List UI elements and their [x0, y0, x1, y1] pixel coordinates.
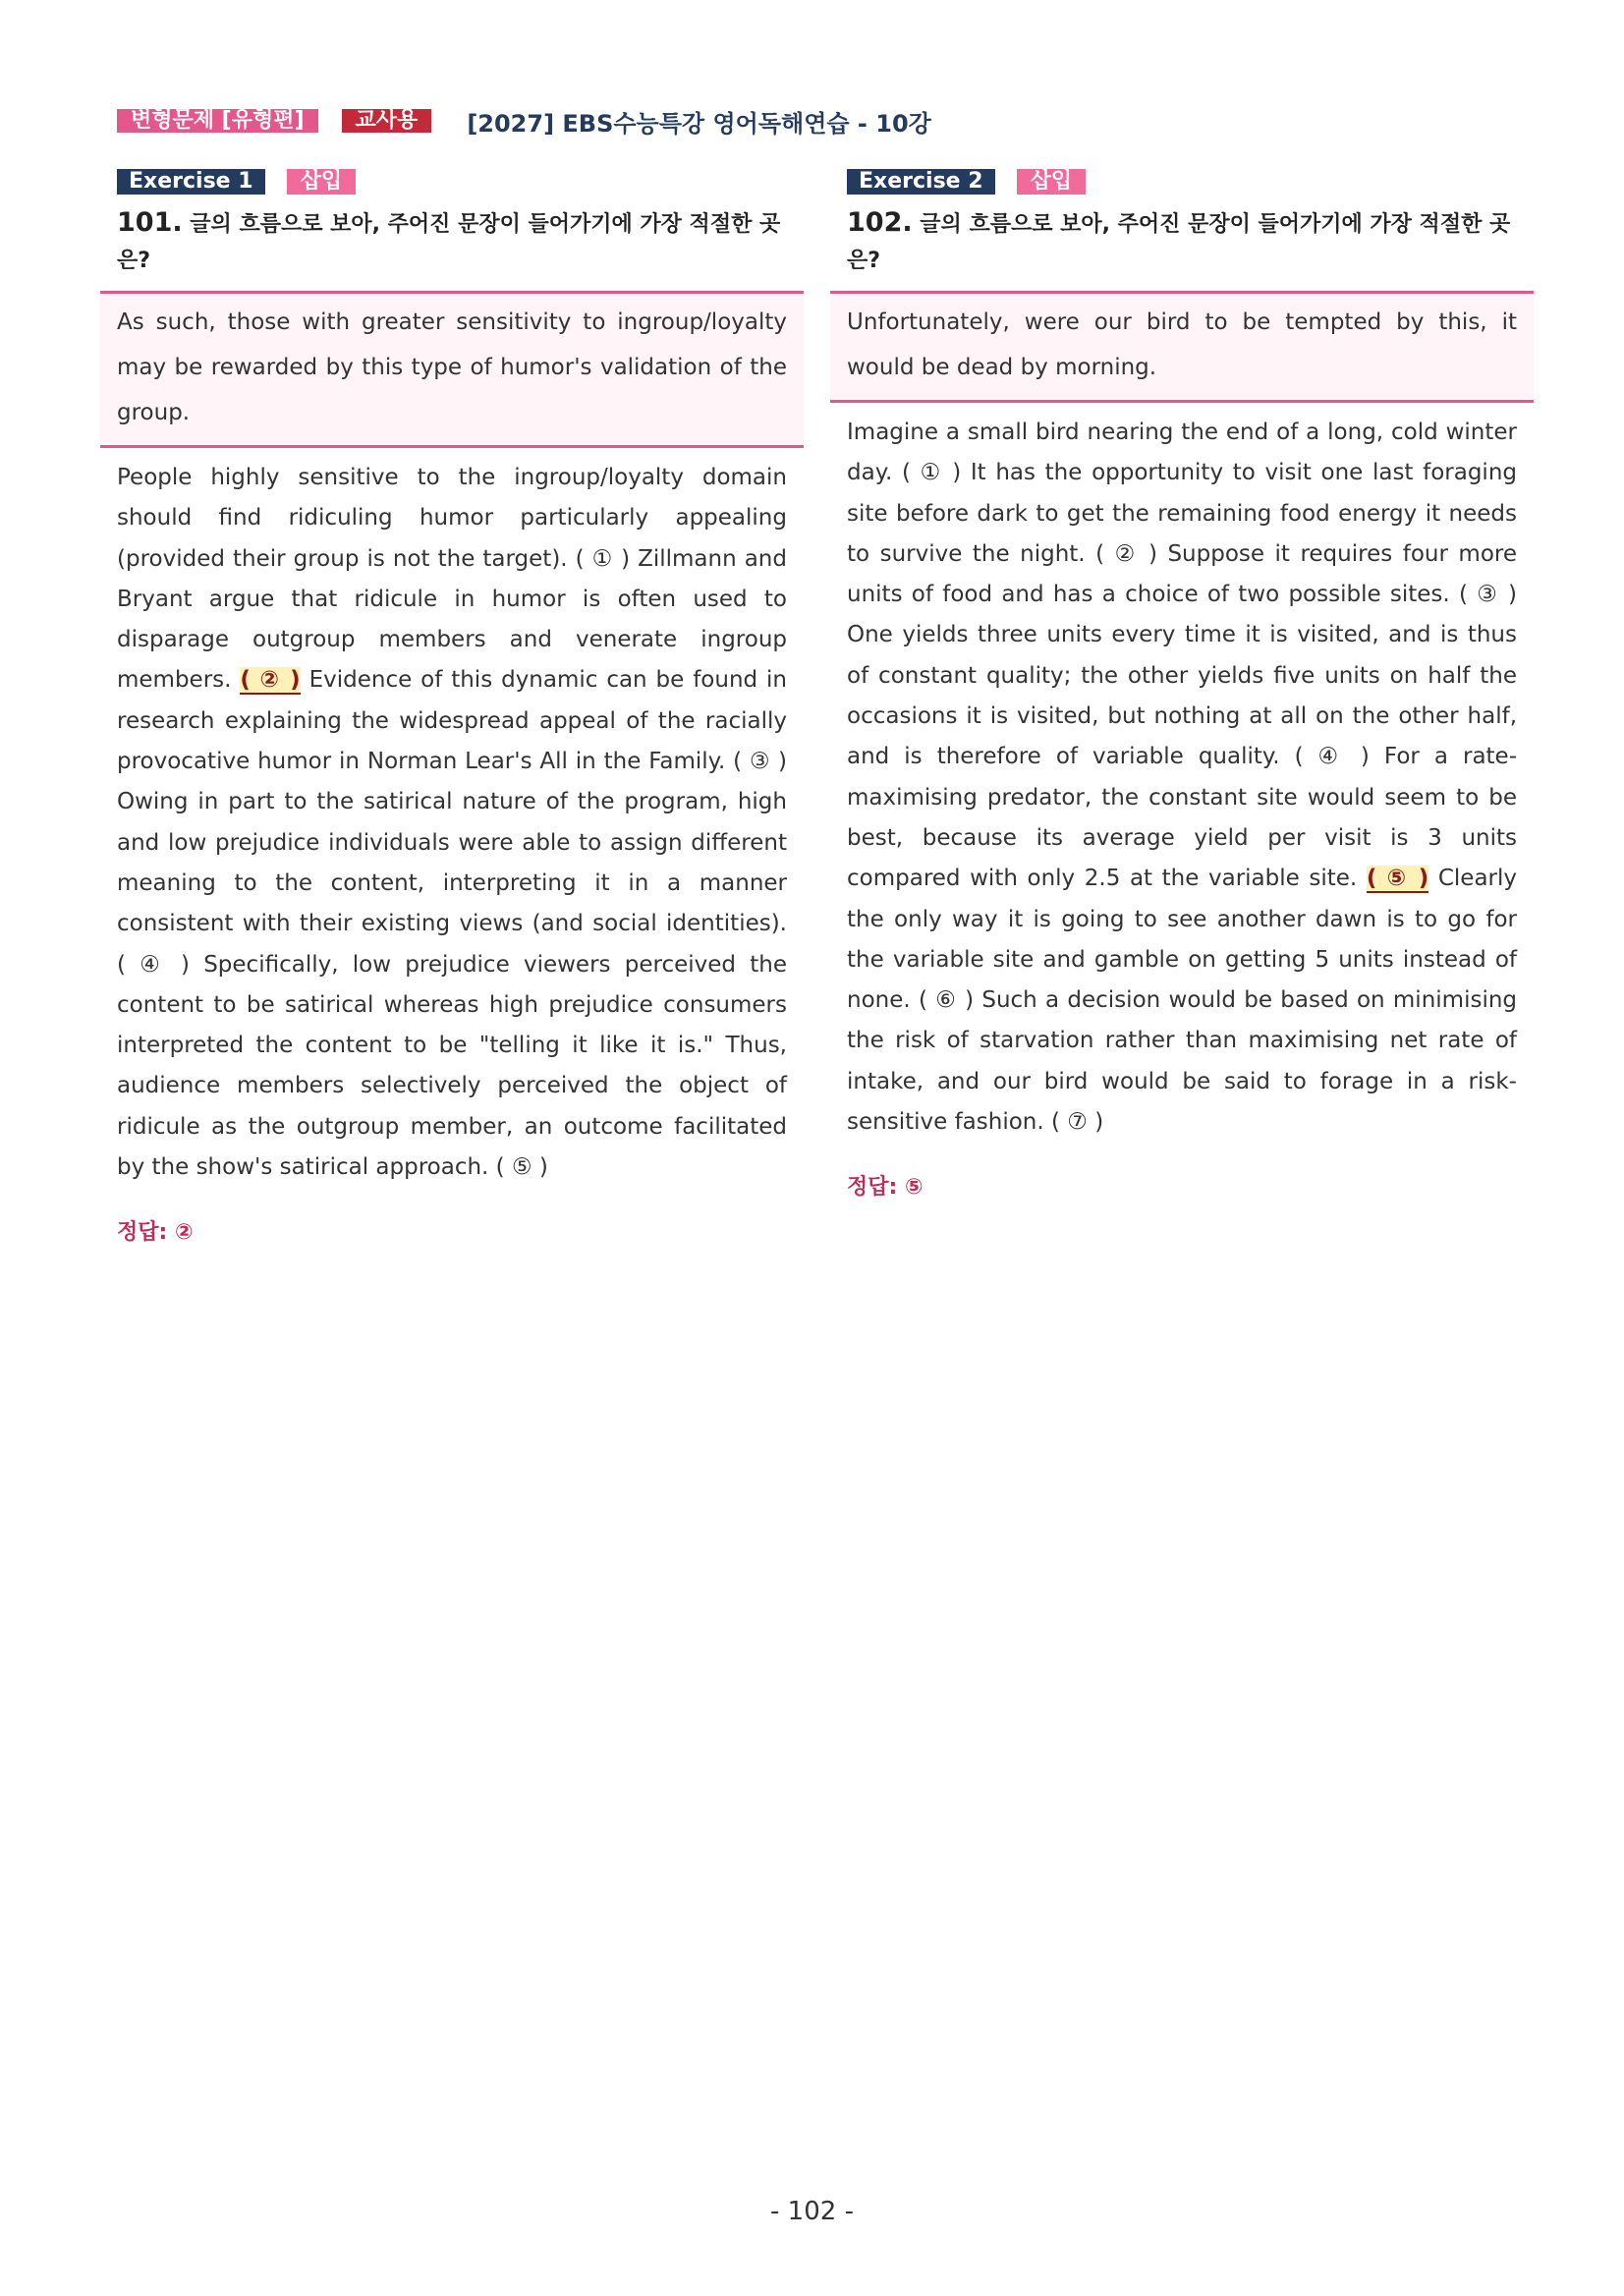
insert-marker: ( ③ ) [1458, 582, 1517, 608]
exercise-badge: Exercise 2 [847, 169, 995, 195]
insert-marker: ( ⑥ ) [918, 987, 975, 1014]
passage-text: Such a decision would be based on minimising the risk of starvation rather than maximising net rate of intake, and our bird would be said to forage in a risk-sensitive fashion. [847, 987, 1518, 1136]
question-prompt: 글의 흐름으로 보아, 주어진 문장이 들어가기에 가장 적절한 곳은? [117, 212, 781, 273]
insert-marker: ( ③ ) [733, 749, 787, 775]
passage-text: People highly sensitive to the ingroup/loyalty domain should find ridiculing humor particularly appealing (provided their group is not the target). [117, 465, 787, 572]
insert-marker: ( ① ) [902, 460, 962, 486]
passage-text: Suppose it requires four more units of food and has a choice of two possible sites. [847, 540, 1518, 608]
given-sentence-box [830, 291, 1534, 403]
passage-text: For a rate-maximising predator, the constant site would seem to be best, because its average yield per visit is 3 units compared with only 2.5 at the variable site. [847, 744, 1518, 892]
answer-insert-marker: ( ⑤ ) [1366, 866, 1429, 892]
passage [847, 413, 1517, 1143]
passage-text: Clearly the only way it is going to see another dawn is to go for the variable site and gamble on getting 5 units instead of none. [847, 866, 1518, 1014]
passage-text: Imagine a small bird nearing the end of a long, cold winter day. [847, 420, 1517, 486]
question-prompt: 글의 흐름으로 보아, 주어진 문장이 들어가기에 가장 적절한 곳은? [847, 212, 1511, 273]
page-header [117, 106, 931, 136]
passage-text: It has the opportunity to visit one last foraging site before dark to get the remaining food energy it needs to survive the night. [847, 460, 1517, 567]
answer-insert-marker: ( ② ) [240, 667, 301, 694]
insert-marker: ( ④ ) [1294, 744, 1370, 770]
question-text [117, 204, 787, 277]
passage-text: Owing in part to the satirical nature of the program, high and low prejudice individuals were able to assign different meaning to the content, interpreting it in a manner consistent with their existing views (and social identities). [117, 789, 787, 937]
insert-marker: ( ⑦ ) [1050, 1109, 1104, 1136]
passage-text: Specifically, low prejudice viewers perceived the content to be satirical whereas high prejudice consumers interpreted the content to be "telling it like it is." Thus, audience members selectively perceived the object of ridicule as the outgroup member, an outcome facilitated by the show's satirical approach. [117, 951, 787, 1181]
exercise-2 [830, 169, 1534, 1201]
exercise-1 [100, 169, 804, 1246]
type-tag: 변형문제 [유형편] [117, 109, 318, 133]
page-number: - 102 - [770, 2197, 854, 2226]
exercise-kind-tag: 삽입 [287, 169, 357, 195]
answer-key: 정답: ⑤ [847, 1175, 924, 1201]
insert-marker: ( ④ ) [117, 951, 190, 978]
insert-marker: ( ① ) [575, 545, 631, 572]
given-sentence: Unfortunately, were our bird to be tempted by this, it would be dead by morning. [847, 309, 1517, 380]
given-sentence-box [100, 291, 804, 448]
passage-text: Evidence of this dynamic can be found in research explaining the widespread appeal of the racially provocative humor in Norman Lear's All in the Family. [117, 667, 787, 775]
passage [117, 458, 787, 1188]
question-number: 101. [117, 207, 183, 238]
answer-key: 정답: ② [117, 1220, 194, 1246]
question-text [847, 204, 1517, 277]
question-number: 102. [847, 207, 913, 238]
passage-text: One yields three units every time it is visited, and is thus of constant quality; the other yields five units on half the occasions it is visited, but nothing at all on the other half, and is therefore of variable quality. [847, 622, 1517, 770]
exercise-badge: Exercise 1 [117, 169, 265, 195]
passage-text: Zillmann and Bryant argue that ridicule in humor is often used to disparage outgroup members and venerate ingroup members. [117, 545, 787, 694]
insert-marker: ( ② ) [1095, 540, 1157, 567]
page-title: [2027] EBS수능특강 영어독해연습 - 10강 [467, 109, 931, 138]
insert-marker: ( ⑤ ) [495, 1154, 548, 1181]
exercise-kind-tag: 삽입 [1017, 169, 1087, 195]
audience-tag: 교사용 [342, 109, 432, 133]
given-sentence: As such, those with greater sensitivity to ingroup/loyalty may be rewarded by this type of humor's validation of the group. [117, 309, 787, 425]
